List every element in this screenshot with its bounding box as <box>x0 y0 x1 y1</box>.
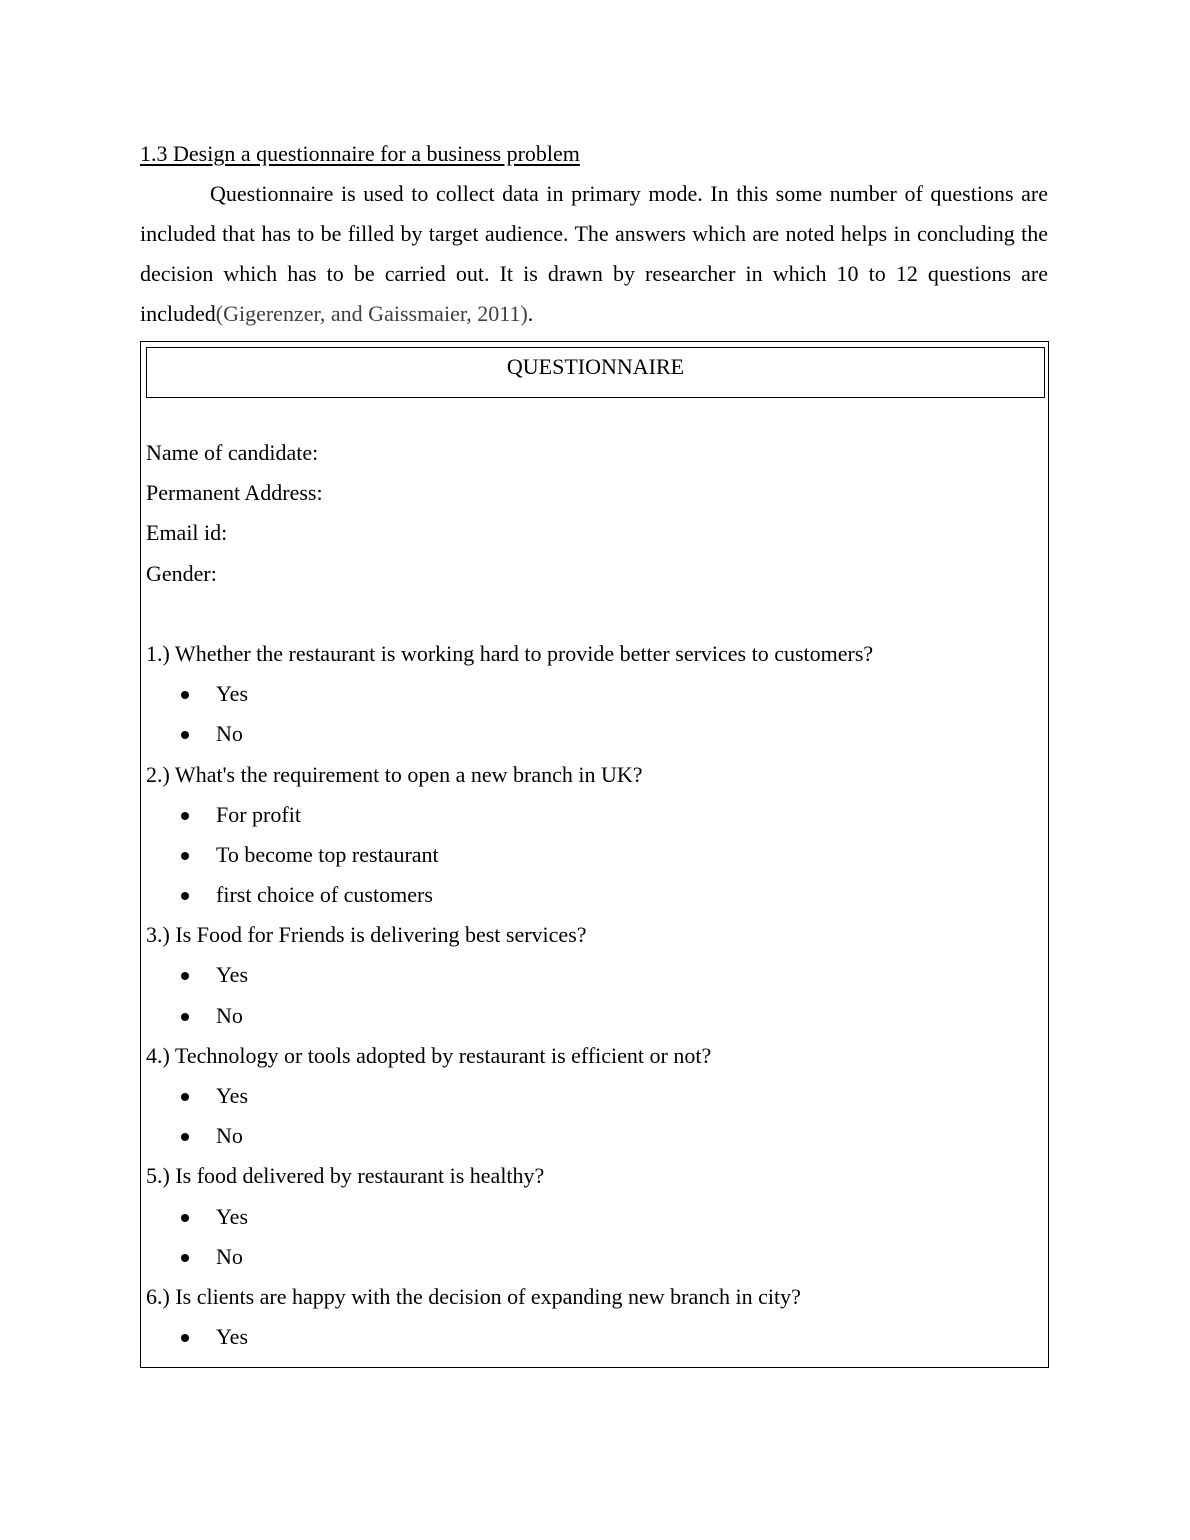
bullet-icon <box>181 852 189 860</box>
question-1: 1.) Whether the restaurant is working hard to provide better services to customers? <box>146 640 874 666</box>
question-2: 2.) What's the requirement to open a new branch in UK? <box>146 761 643 787</box>
bullet-icon <box>181 1133 189 1141</box>
field-email-id: Email id: <box>146 520 228 546</box>
field-gender: Gender: <box>146 560 217 586</box>
question-1-option-2 <box>146 714 1041 754</box>
question-2-option-1 <box>146 795 1041 835</box>
question-4-option-1 <box>146 1076 1041 1116</box>
option-label: Yes <box>216 681 249 707</box>
bullet-icon <box>181 731 189 739</box>
question-2-option-2 <box>146 835 1041 875</box>
bullet-icon <box>181 972 189 980</box>
question-3-option-1 <box>146 955 1041 995</box>
citation: (Gigerenzer, and Gaissmaier, 2011) <box>215 301 528 326</box>
question-5-option-2 <box>146 1237 1041 1277</box>
option-label: first choice of customers <box>216 882 433 908</box>
question-1-option-1 <box>146 674 1041 714</box>
intro-text: Questionnaire is used to collect data in primary mode. In this some number of questions are included that has to be filled by target audience. The answers which are noted helps in concluding the decision which has to be carried out. It is drawn by researcher in which 10 to 12 questions are included <box>140 181 1048 326</box>
option-label: Yes <box>216 1324 249 1350</box>
option-label: Yes <box>216 1203 249 1229</box>
question-4: 4.) Technology or tools adopted by restaurant is efficient or not? <box>146 1042 712 1068</box>
field-permanent-address: Permanent Address: <box>146 480 323 506</box>
spacer <box>146 594 1041 634</box>
question-6: 6.) Is clients are happy with the decision of expanding new branch in city? <box>146 1283 801 1309</box>
bullet-icon <box>181 1214 189 1222</box>
field-name-of-candidate: Name of candidate: <box>146 440 319 465</box>
question-2-option-3 <box>146 875 1041 915</box>
bullet-icon <box>181 1013 189 1021</box>
option-label: No <box>216 1002 243 1028</box>
bullet-icon <box>181 812 189 820</box>
question-3: 3.) Is Food for Friends is delivering best services? <box>146 922 587 948</box>
questionnaire-title: QUESTIONNAIRE <box>146 347 1045 398</box>
option-label: Yes <box>216 962 249 988</box>
option-label: Yes <box>216 1083 249 1108</box>
bullet-icon <box>181 691 189 699</box>
bullet-icon <box>181 1254 189 1262</box>
questionnaire-box <box>140 341 1049 1368</box>
bullet-icon <box>181 892 189 900</box>
option-label: To become top restaurant <box>216 841 439 867</box>
question-5-option-1 <box>146 1197 1041 1237</box>
questionnaire-body <box>146 433 1041 1357</box>
bullet-icon <box>181 1093 189 1101</box>
bullet-icon <box>181 1334 189 1342</box>
option-label: For profit <box>216 801 301 827</box>
question-5: 5.) Is food delivered by restaurant is healthy? <box>146 1163 545 1189</box>
intro-end-punct: . <box>527 301 534 326</box>
question-4-option-2 <box>146 1116 1041 1156</box>
option-label: No <box>216 721 243 747</box>
question-3-option-2 <box>146 996 1041 1036</box>
question-6-option-1 <box>146 1317 1041 1357</box>
intro-paragraph <box>140 174 1048 334</box>
option-label: No <box>216 1243 243 1269</box>
section-heading: 1.3 Design a questionnaire for a business problem <box>140 141 580 166</box>
option-label: No <box>216 1123 243 1149</box>
